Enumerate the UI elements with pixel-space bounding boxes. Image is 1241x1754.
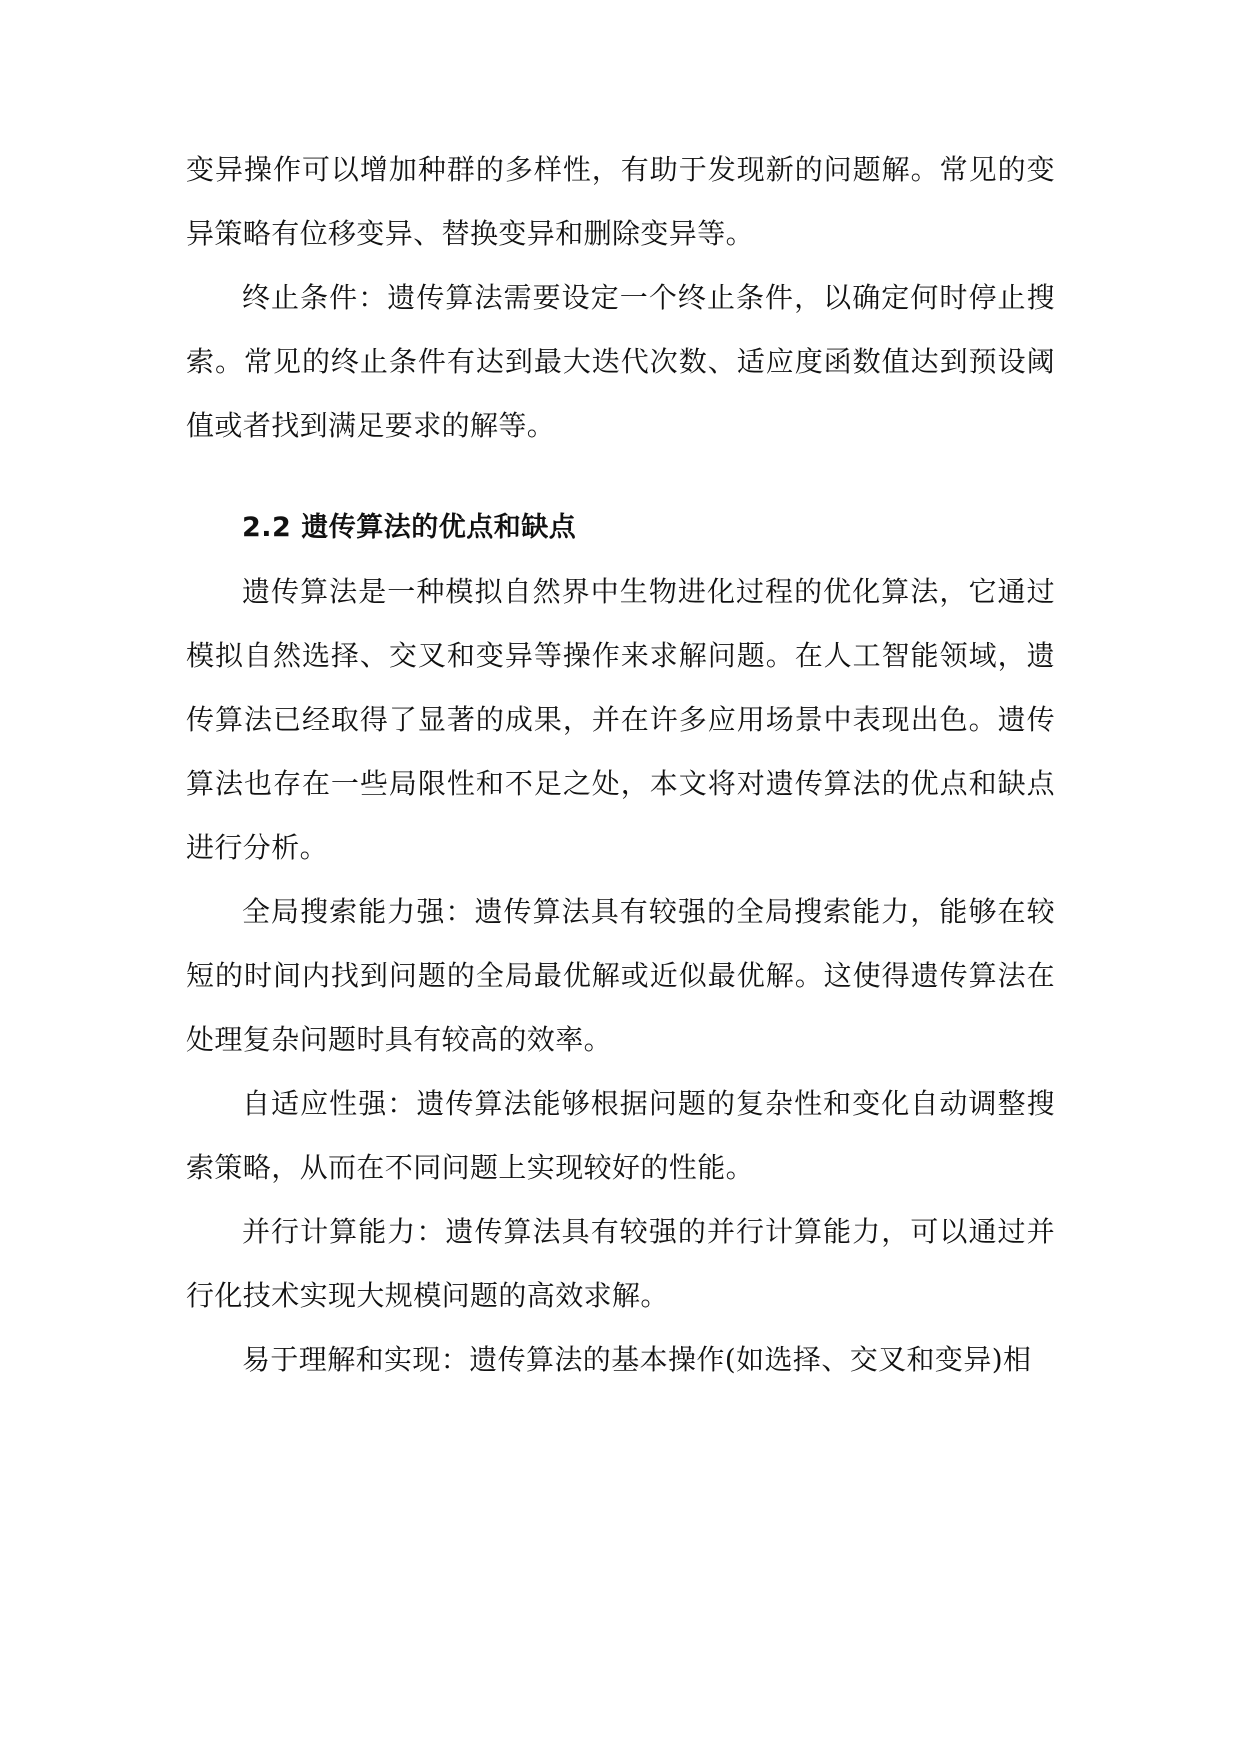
paragraph-parallel-computing: 并行计算能力：遗传算法具有较强的并行计算能力，可以通过并行化技术实现大规模问题的高效求解。	[186, 1215, 1055, 1312]
section-heading: 2.2 遗传算法的优点和缺点	[242, 512, 577, 543]
document-body	[186, 138, 1055, 1392]
paragraph-ga-overview: 遗传算法是一种模拟自然界中生物进化过程的优化算法，它通过模拟自然选择、交叉和变异等操作来求解问题。在人工智能领域，遗传算法已经取得了显著的成果，并在许多应用场景中表现出色。遗传算法也存在一些局限性和不足之处，本文将对遗传算法的优点和缺点进行分析。	[186, 575, 1055, 864]
paragraph-adaptivity: 自适应性强：遗传算法能够根据问题的复杂性和变化自动调整搜索策略，从而在不同问题上实现较好的性能。	[186, 1087, 1055, 1184]
paragraph-termination-condition: 终止条件：遗传算法需要设定一个终止条件，以确定何时停止搜索。常见的终止条件有达到最大迭代次数、适应度函数值达到预设阈值或者找到满足要求的解等。	[186, 281, 1055, 442]
paragraph-global-search: 全局搜索能力强：遗传算法具有较强的全局搜索能力，能够在较短的时间内找到问题的全局最优解或近似最优解。这使得遗传算法在处理复杂问题时具有较高的效率。	[186, 895, 1055, 1056]
paragraph-easy-to-implement: 易于理解和实现：遗传算法的基本操作(如选择、交叉和变异)相	[242, 1343, 1032, 1376]
paragraph-mutation-continued: 变异操作可以增加种群的多样性，有助于发现新的问题解。常见的变异策略有位移变异、替换变异和删除变异等。	[186, 153, 1055, 250]
